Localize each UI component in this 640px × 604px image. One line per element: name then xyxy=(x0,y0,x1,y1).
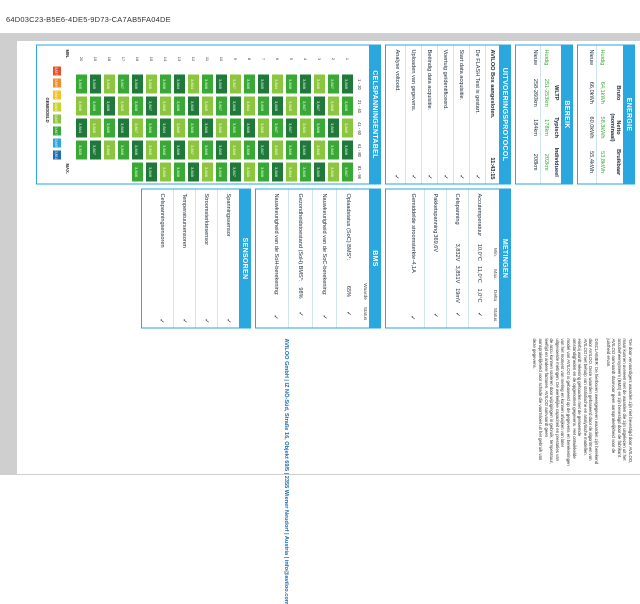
cell-voltage-value: 3,846 xyxy=(117,117,130,138)
cell-voltage-value: 3,845 xyxy=(145,139,158,160)
cell-voltage-value: 3,846 xyxy=(187,117,200,138)
bms-label: Nauwkeurigheid van de SoH-berekening: xyxy=(272,193,279,295)
cell-voltage-value: 3,846 xyxy=(215,117,228,138)
metingen-label: Accutemperatuur xyxy=(476,193,482,236)
cell-voltage-value: 3,846 xyxy=(103,95,116,116)
cell-voltage-value: 3,847 xyxy=(187,139,200,160)
cell-voltage-value: 3,845 xyxy=(103,117,116,138)
metingen-header-max: Max. xyxy=(491,268,497,280)
energie-header-netto: Netto (nominaal) xyxy=(608,112,621,142)
bereik-nieuw-typisch: 184km xyxy=(531,118,538,136)
check-icon: ✓ xyxy=(425,173,432,179)
cell-row-label: 81 - 96 xyxy=(356,165,362,179)
cell-voltage-value: 3,846 xyxy=(159,73,172,94)
max-label: MAX. xyxy=(64,163,70,174)
cell-voltage-value: 3,846 xyxy=(173,139,186,160)
celspanning-section xyxy=(36,44,381,184)
cell-voltage-value: 3,844 xyxy=(285,161,298,182)
cell-voltage-value: 3,846 xyxy=(201,161,214,182)
cell-voltage-value: 3,846 xyxy=(271,95,284,116)
cell-column-number: 6 xyxy=(274,57,280,60)
uitvoering-step: Beëindig data acquisitie. xyxy=(426,49,432,110)
cell-voltage-value: 3,847 xyxy=(327,73,340,94)
cell-voltage-value: 3,845 xyxy=(75,73,88,94)
metingen-header-delta: Delta xyxy=(491,289,497,301)
cell-voltage-value: 3,847 xyxy=(229,73,242,94)
cell-voltage-value: 3,847 xyxy=(313,95,326,116)
cell-voltage-value: 3,846 xyxy=(215,161,228,182)
cell-voltage-value: 3,844 xyxy=(187,73,200,94)
metingen-value: 10,0°C xyxy=(476,243,482,261)
cell-voltage-value: 3,846 xyxy=(145,161,158,182)
energie-title: ENERGIE xyxy=(623,45,634,183)
bms-label: Oplaadstatus (SoC) BMS*: xyxy=(345,193,351,260)
energie-huidig-bruto: 64,1kWh xyxy=(598,81,605,104)
cell-voltage-value: 3,846 xyxy=(173,161,186,182)
uitvoering-title: UITVOERINGSPROTOCOL xyxy=(499,45,510,183)
cell-voltage-value: 3,846 xyxy=(257,95,270,116)
disclaimer-body: DISCLAIMER: De hierboven weergegeven waarden zijn berekend door AVILOO. Deze waarden gebaseerd door de algoritmen van AVILOO met behulp van statistische en analytische modellen. Hierbij wordt rekening gehouden met de genoemde omstandigheden en de opgenomen gegevens. Het ontwikkelde model van AVILOO is gebaseerd op de gegevens en berekeningen van het moment van meting en kunnen afwijken van later uitgevoerde metingen. De werkelijke capaciteit en prestaties van de accu kunnen variëren door wijzigingen in gebruik, temperatuur, leeftijd en andere factoren. AVILOO aanvaardt geen aansprakelijkheid voor schade die voortvloeit uit het gebruik van deze gegevens. xyxy=(531,338,599,466)
cell-voltage-value: 3,846 xyxy=(229,139,242,160)
bereik-header-individueel: Individueel xyxy=(552,147,559,177)
cell-voltage-value: 3,846 xyxy=(201,117,214,138)
metingen-title: METINGEN xyxy=(499,189,510,327)
cell-column-number: 19 xyxy=(92,56,98,61)
bms-value: 98% xyxy=(297,286,303,299)
sensor-label: Stroomsterktesensor xyxy=(203,193,209,245)
cell-row-label: 41 - 60 xyxy=(356,121,362,135)
metingen-value: 3,851V xyxy=(454,265,460,283)
document-canvas xyxy=(17,41,640,604)
cell-voltage-value: 3,846 xyxy=(159,139,172,160)
scale-value: 3,845 xyxy=(52,113,62,124)
cell-row-label: 1 - 20 xyxy=(356,78,362,90)
cell-voltage-value: 3,847 xyxy=(215,95,228,116)
scale-value: 3,843 xyxy=(52,101,62,112)
cell-column-number: 11 xyxy=(204,56,210,61)
bereik-row-nieuw-label: Nieuw xyxy=(531,49,538,65)
cell-voltage-value: 3,844 xyxy=(75,117,88,138)
cell-voltage-value: 3,846 xyxy=(243,73,256,94)
cell-voltage-value: 3,845 xyxy=(327,139,340,160)
cell-voltage-value: 3,846 xyxy=(131,73,144,94)
cell-voltage-value: 3,846 xyxy=(229,95,242,116)
bms-section xyxy=(255,188,381,328)
sensor-label: Celspanningsensoren xyxy=(158,193,165,248)
bereik-huidig-typisch: 178km xyxy=(542,118,549,136)
cell-voltage-value: 3,844 xyxy=(173,73,186,94)
check-icon: ✓ xyxy=(202,317,209,323)
metingen-value: 1,0°C xyxy=(476,287,482,303)
uitvoering-section xyxy=(385,44,511,184)
check-icon: ✓ xyxy=(409,314,415,320)
scale-value: 3,839 xyxy=(52,77,62,88)
check-icon: ✓ xyxy=(158,317,164,323)
cell-voltage-value: 3,845 xyxy=(215,139,228,160)
energie-row-nieuw-label: Nieuw xyxy=(587,49,594,65)
bms-label: Nauwkeurigheid van de SoC-berekening: xyxy=(321,193,327,295)
cell-voltage-value: 3,846 xyxy=(327,161,340,182)
cell-voltage-value: 3,847 xyxy=(271,117,284,138)
cell-voltage-value: 3,847 xyxy=(89,139,102,160)
cell-voltage-value: 3,847 xyxy=(131,117,144,138)
cell-voltage-value: 3,845 xyxy=(159,161,172,182)
cell-voltage-value: 3,847 xyxy=(299,95,312,116)
bms-value: 65% xyxy=(345,285,351,297)
bms-header-waarde: Waarde xyxy=(361,282,367,300)
uitvoering-step: Analyse voltooid. xyxy=(393,49,400,92)
cell-voltage-value: 3,846 xyxy=(313,73,326,94)
sensoren-title: SENSOREN xyxy=(239,189,250,327)
cell-voltage-value: 3,846 xyxy=(131,161,144,182)
celspanning-title: CELSPANNINGENTABEL xyxy=(369,45,380,183)
check-icon: ✓ xyxy=(272,314,278,320)
min-label: MIN. xyxy=(64,49,70,58)
cell-column-number: 14 xyxy=(162,56,168,61)
cell-column-number: 10 xyxy=(218,56,224,61)
bereik-nieuw-wltp: 258-260km xyxy=(531,78,538,107)
metingen-section xyxy=(385,188,511,328)
sensor-label: Temperatuursensoren xyxy=(181,193,187,248)
cell-row-label: 61 - 80 xyxy=(356,143,362,157)
check-icon: ✓ xyxy=(431,312,438,318)
metingen-label: Pakketspanning xyxy=(432,193,438,233)
scale-value: 3,841 xyxy=(52,89,62,100)
cell-voltage-value: 3,845 xyxy=(215,73,228,94)
cell-column-number: 13 xyxy=(176,56,182,61)
metingen-value: -4,1A xyxy=(409,259,416,273)
cell-voltage-value: 3,846 xyxy=(131,95,144,116)
cell-voltage-value: 3,845 xyxy=(271,139,284,160)
cell-voltage-value: 3,846 xyxy=(341,139,354,160)
cell-column-number: 15 xyxy=(148,56,154,61)
metingen-value: 19mV xyxy=(454,287,460,303)
cell-voltage-value: 3,845 xyxy=(299,117,312,138)
cell-column-number: 17 xyxy=(120,56,126,61)
bereik-section xyxy=(515,44,573,184)
cell-column-number: 20 xyxy=(78,56,84,61)
cell-voltage-value: 3,847 xyxy=(341,161,354,182)
bereik-row-huidig-label: Huidig xyxy=(542,49,549,65)
cell-column-number: 8 xyxy=(246,57,252,60)
check-icon: ✓ xyxy=(224,317,231,323)
cell-voltage-value: 3,844 xyxy=(243,95,256,116)
metingen-header-status: Status xyxy=(491,307,497,321)
cell-voltage-value: 3,847 xyxy=(285,117,298,138)
uitvoering-step: Voertuig geïdentificeerd. xyxy=(442,49,448,110)
check-icon: ✓ xyxy=(320,314,327,320)
cell-voltage-value: 3,846 xyxy=(173,95,186,116)
cell-voltage-value: 3,845 xyxy=(187,161,200,182)
cell-voltage-value: 3,846 xyxy=(89,117,102,138)
metingen-label: Celspanning xyxy=(454,193,460,225)
cell-voltage-value: 3,845 xyxy=(341,73,354,94)
cell-voltage-value: 3,846 xyxy=(117,139,130,160)
cell-column-number: 7 xyxy=(260,57,266,60)
metingen-value: 369,6V xyxy=(432,233,438,252)
cell-column-number: 4 xyxy=(302,57,308,60)
energie-header-bruto: Bruto xyxy=(614,84,621,100)
metingen-header-min: Min. xyxy=(491,247,497,257)
metingen-value: 11,0°C xyxy=(476,265,482,283)
cell-column-number: 12 xyxy=(190,56,196,61)
company-address: AVILOO GmbH | IZ NÖ-Süd, Straße 16, Objekt 69/5 | 2355 Wiener Neudorf | Austria | info@aviloo.com xyxy=(282,338,289,604)
cell-column-number: 9 xyxy=(232,57,238,60)
scale-value: 3,849 xyxy=(52,137,62,148)
energie-nieuw-bruikbaar: 55,4kWh xyxy=(587,150,594,173)
cell-voltage-value: 3,846 xyxy=(103,139,116,160)
energie-section xyxy=(577,44,635,184)
check-icon: ✓ xyxy=(180,317,187,323)
uitvoering-step: De FLASH Test is gestart. xyxy=(474,49,480,114)
cell-voltage-grid xyxy=(38,45,368,185)
bms-label: Gezondheidstoestand (SoH) BMS*: xyxy=(297,193,303,281)
cell-voltage-value: 3,846 xyxy=(299,139,312,160)
cell-voltage-value: 3,846 xyxy=(299,73,312,94)
cell-voltage-value: 3,846 xyxy=(257,117,270,138)
energie-nieuw-bruto: 66,0kWh xyxy=(587,81,594,104)
sensor-label: Spanningssensor xyxy=(225,193,231,237)
cell-voltage-value: 3,846 xyxy=(313,117,326,138)
cell-voltage-value: 3,846 xyxy=(75,95,88,116)
energie-nieuw-netto: 60,0kWh xyxy=(587,115,594,139)
cell-voltage-value: 3,846 xyxy=(201,95,214,116)
cell-voltage-value: 3,845 xyxy=(89,73,102,94)
cell-column-number: 3 xyxy=(316,57,322,60)
bereik-nieuw-individueel: 208km xyxy=(531,153,538,171)
check-icon: ✓ xyxy=(344,310,351,316)
average-label: GEMIDDELD xyxy=(44,97,50,123)
scale-value: 3,851 xyxy=(52,149,62,160)
check-icon: ✓ xyxy=(393,173,399,179)
uitvoering-step: Uploaden van gegevens. xyxy=(410,49,416,111)
cell-column-number: 16 xyxy=(134,56,140,61)
cell-voltage-value: 3,845 xyxy=(145,73,158,94)
cell-row-label: 21 - 40 xyxy=(356,99,362,113)
cell-voltage-value: 3,846 xyxy=(201,73,214,94)
sensoren-section xyxy=(141,188,251,328)
disclaimer-note: *De door vervaardigers waarden zijn niet bevestigd door AVILOO, maar kunnen overeen met de waarden die zijn uitgelezen uit het accubeheersysteem (BMS) en zijn bevestigd door de fabrikant. AVILOO aanvaardt daarvoor geen aansprakelijkheid voor de juistheid ervan. xyxy=(605,338,633,463)
document-id: 64D03C23-B5E6-4DE5-9D73-CA7AB5FA04DE xyxy=(6,15,171,24)
energie-row-huidig-label: Huidig xyxy=(598,49,605,65)
cell-voltage-value: 3,846 xyxy=(159,95,172,116)
cell-voltage-value: 3,846 xyxy=(341,95,354,116)
cell-voltage-value: 3,847 xyxy=(257,139,270,160)
cell-voltage-value: 3,845 xyxy=(117,95,130,116)
check-icon: ✓ xyxy=(441,173,448,179)
metingen-value: 3,832V xyxy=(454,243,460,261)
uitvoering-header-label: AVILOO Box aangesloten. xyxy=(489,49,495,118)
check-icon: ✓ xyxy=(296,310,303,316)
cell-column-number: 2 xyxy=(330,57,336,60)
cell-column-number: 1 xyxy=(344,57,350,60)
bereik-header-typisch: Typisch xyxy=(552,116,559,138)
check-icon: ✓ xyxy=(475,311,482,317)
cell-voltage-value: 3,846 xyxy=(201,139,214,160)
cell-voltage-value: 3,846 xyxy=(145,117,158,138)
cell-column-number: 18 xyxy=(106,56,112,61)
uitvoering-header-time: 11:43:15 xyxy=(489,156,495,179)
cell-column-number: 5 xyxy=(288,57,294,60)
cell-voltage-value: 3,845 xyxy=(229,117,242,138)
energie-huidig-bruikbaar: 53,8kWh xyxy=(598,150,605,173)
metingen-label: Gemiddelde stroomsterkte xyxy=(409,193,416,259)
cell-voltage-value: 3,846 xyxy=(243,139,256,160)
cell-voltage-value: 3,846 xyxy=(243,117,256,138)
bereik-title: BEREIK xyxy=(561,45,572,183)
bereik-header-wltp: WLTP xyxy=(552,84,559,101)
cell-voltage-value: 3,846 xyxy=(327,95,340,116)
energie-huidig-netto: 58,3kWh xyxy=(598,115,605,139)
energie-header-bruikbaar: Bruikbaar xyxy=(614,148,621,175)
cell-voltage-value: 3,845 xyxy=(285,95,298,116)
cell-voltage-value: 3,846 xyxy=(327,117,340,138)
check-icon: ✓ xyxy=(457,173,464,179)
cell-voltage-value: 3,847 xyxy=(145,95,158,116)
cell-voltage-value: 3,846 xyxy=(131,139,144,160)
check-icon: ✓ xyxy=(473,173,480,179)
bms-title: BMS xyxy=(369,189,380,327)
cell-voltage-value: 3,845 xyxy=(243,161,256,182)
cell-voltage-value: 3,845 xyxy=(75,139,88,160)
cell-voltage-value: 3,846 xyxy=(257,161,270,182)
cell-voltage-value: 3,847 xyxy=(229,161,242,182)
cell-voltage-value: 3,846 xyxy=(103,73,116,94)
cell-voltage-value: 3,846 xyxy=(271,161,284,182)
cell-voltage-value: 3,847 xyxy=(117,73,130,94)
check-icon: ✓ xyxy=(453,311,460,317)
cell-voltage-value: 3,846 xyxy=(285,139,298,160)
cell-voltage-value: 3,845 xyxy=(187,95,200,116)
bms-header-status: Status xyxy=(361,306,367,320)
cell-voltage-value: 3,844 xyxy=(159,117,172,138)
cell-voltage-value: 3,846 xyxy=(285,73,298,94)
bereik-huidig-wltp: 251-253km xyxy=(542,78,549,107)
cell-voltage-value: 3,846 xyxy=(299,161,312,182)
cell-voltage-value: 3,846 xyxy=(89,95,102,116)
cell-voltage-value: 3,844 xyxy=(271,73,284,94)
scale-value: 3,837 xyxy=(52,65,62,76)
report-sheet xyxy=(19,41,639,604)
cell-voltage-value: 3,845 xyxy=(341,117,354,138)
cell-voltage-value: 3,845 xyxy=(173,117,186,138)
bereik-huidig-individueel: 202km xyxy=(542,153,549,171)
cell-voltage-value: 3,845 xyxy=(257,73,270,94)
scale-value: 3,847 xyxy=(52,125,62,136)
uitvoering-step: Start data acquisitie. xyxy=(458,49,464,100)
check-icon: ✓ xyxy=(409,173,416,179)
cell-voltage-value: 3,846 xyxy=(313,139,326,160)
cell-voltage-value: 3,845 xyxy=(313,161,326,182)
